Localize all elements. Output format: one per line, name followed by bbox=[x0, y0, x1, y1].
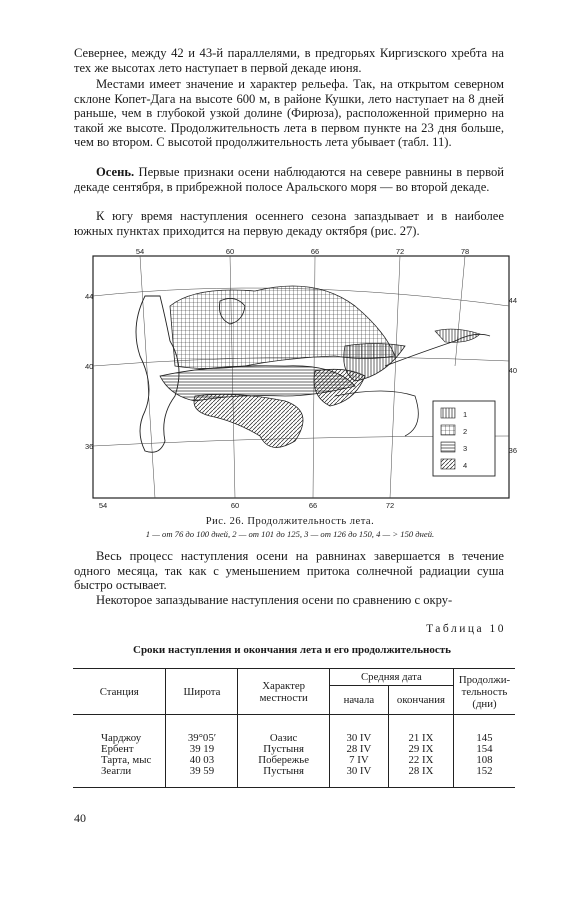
data-table bbox=[73, 668, 515, 788]
map-top-label: 66 bbox=[310, 247, 320, 256]
paragraph-5: Весь процесс наступления осени на равнинах завершается в течение одного месяца, так как с уменьшением притока солнечной радиации суша быстро остывает. bbox=[74, 549, 504, 592]
header-duration: Продолжи-тельность (дни) bbox=[453, 669, 515, 715]
map-left-label: 36 bbox=[85, 442, 94, 451]
header-terrain: Характер местности bbox=[238, 669, 329, 715]
zone-4b bbox=[314, 369, 365, 406]
map-bottom-label: 66 bbox=[308, 501, 318, 510]
cell-duration: 152 bbox=[453, 766, 515, 777]
map-bottom-label: 72 bbox=[385, 501, 395, 510]
paragraph-4: К югу время наступления осеннего сезона запаздывает и в наиболее южных пунктах приходится на первую декаду октября (рис. 27). bbox=[74, 209, 504, 238]
figure-legend-text: 1 — от 76 до 100 дней, 2 — от 101 до 125, 3 — от 126 до 150, 4 — > 150 дней. bbox=[145, 529, 435, 539]
legend-key-label: 1 bbox=[463, 410, 468, 419]
autumn-text: Первые признаки осени наблюдаются на севере равнины в первой декаде сентября, в прибрежной полосе Аральского моря — во второй декаде. bbox=[74, 165, 504, 194]
map-left-label: 40 bbox=[85, 362, 94, 371]
page-number: 40 bbox=[74, 811, 86, 825]
table-label: Таблица 10 bbox=[426, 623, 506, 635]
cell-latitude: 40 03 bbox=[166, 755, 238, 766]
summer-duration-map bbox=[85, 246, 517, 510]
map-top-label: 54 bbox=[135, 247, 145, 256]
cell-terrain: Побережье bbox=[238, 755, 329, 766]
cell-end: 22 IX bbox=[388, 755, 453, 766]
cell-terrain: Пустыня bbox=[238, 744, 329, 755]
cell-terrain: Оазис bbox=[238, 733, 329, 744]
table-row bbox=[73, 766, 515, 777]
cell-end: 21 IX bbox=[388, 733, 453, 744]
map-top-label: 72 bbox=[395, 247, 405, 256]
figure-caption: Рис. 26. Продолжительность лета. bbox=[205, 516, 375, 527]
header-latitude: Широта bbox=[166, 669, 238, 715]
map-right-label: 40 bbox=[508, 366, 517, 375]
map-bottom-label: 54 bbox=[98, 501, 108, 510]
cell-end: 28 IX bbox=[388, 766, 453, 777]
cell-latitude: 39 59 bbox=[166, 766, 238, 777]
cell-latitude: 39°05′ bbox=[166, 733, 238, 744]
cell-station: Ербент bbox=[101, 743, 134, 755]
map-bottom-label: 60 bbox=[230, 501, 240, 510]
cell-latitude: 39 19 bbox=[166, 744, 238, 755]
legend-key-label: 3 bbox=[463, 444, 468, 453]
paragraph-autumn bbox=[74, 165, 504, 194]
cell-station: Тарта, мыс bbox=[101, 754, 152, 766]
legend-key-label: 2 bbox=[463, 427, 468, 436]
zone-1-east bbox=[435, 329, 480, 342]
cell-duration: 145 bbox=[453, 733, 515, 744]
cell-start: 7 IV bbox=[329, 755, 388, 766]
cell-start: 30 IV bbox=[329, 766, 388, 777]
paragraph-6: Некоторое запаздывание наступления осени по сравнению с окру- bbox=[96, 593, 453, 607]
map-left-label: 44 bbox=[85, 292, 94, 301]
cell-station: Зеагли bbox=[101, 765, 132, 777]
cell-end: 29 IX bbox=[388, 744, 453, 755]
cell-start: 28 IV bbox=[329, 744, 388, 755]
map-top-label: 60 bbox=[225, 247, 235, 256]
cell-duration: 154 bbox=[453, 744, 515, 755]
header-start: начала bbox=[329, 686, 388, 715]
cell-start: 30 IV bbox=[329, 733, 388, 744]
cell-duration: 108 bbox=[453, 755, 515, 766]
paragraph-2: Местами имеет значение и характер рельефа. Так, на открытом северном склоне Копет-Дага на высоте 600 м, в районе Кушки, лето наступает на 8 дней раньше, чем в глубокой узкой долине (Фирюза), расположенной примерно на такой же высоте. Продолжительность лета в первом пункте на 23 дня больше, чем во втором. С высотой продолжительность лета убывает (табл. 11). bbox=[74, 77, 504, 149]
map-right-label: 44 bbox=[508, 296, 517, 305]
paragraph-1: Севернее, между 42 и 43-й параллелями, в предгорьях Киргизского хребта на тех же высотах лето наступает в первой декаде июня. bbox=[74, 46, 504, 75]
header-end: окончания bbox=[388, 686, 453, 715]
map-top-label: 78 bbox=[460, 247, 470, 256]
table-title: Сроки наступления и окончания лета и его продолжительность bbox=[133, 644, 451, 656]
header-station: Станция bbox=[73, 669, 166, 715]
cell-terrain: Пустыня bbox=[238, 766, 329, 777]
legend-key-label: 4 bbox=[463, 461, 468, 470]
header-avg-date: Средняя дата bbox=[329, 669, 453, 686]
map-right-label: 36 bbox=[508, 446, 517, 455]
autumn-heading: Осень. bbox=[96, 165, 135, 179]
cell-station: Чарджоу bbox=[101, 732, 142, 744]
